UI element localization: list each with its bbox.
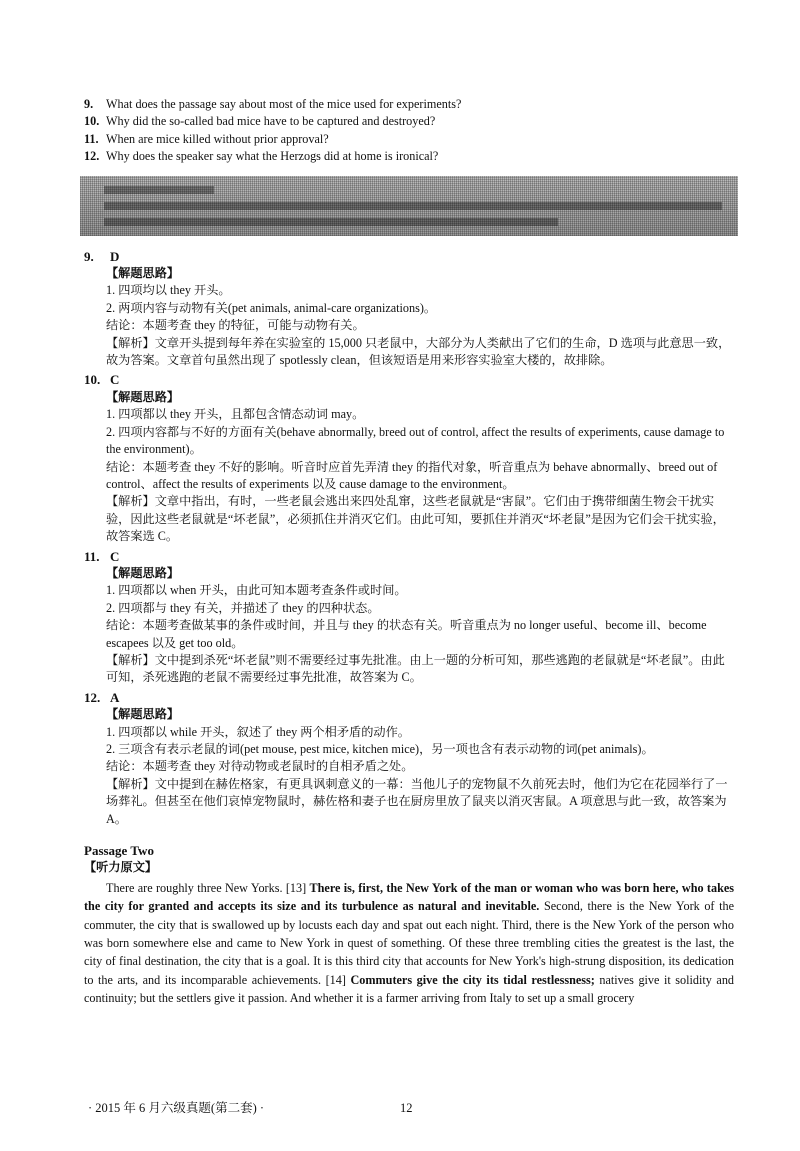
analysis-line: 2. 三项含有表示老鼠的词(pet mouse, pest mice, kitchen mice)，另一项也含有表示动物的词(pet animals)。 (106, 742, 654, 756)
page-number: 12 (400, 1101, 413, 1115)
question-number: 9. (84, 97, 94, 111)
answer-section (84, 548, 734, 687)
passage-title: Passage Two (84, 843, 154, 859)
question-text: When are mice killed without prior approval? (106, 131, 329, 146)
question-number: 12. (84, 149, 100, 164)
answer-section (84, 689, 734, 828)
question-item (84, 113, 734, 130)
question-text: What does the passage say about most of the mice used for experiments? (106, 97, 462, 111)
question-item (84, 148, 734, 165)
analysis-line: 1. 四项均以 they 开头。 (106, 283, 231, 298)
analysis-line: 1. 四项都以 when 开头，由此可知本题考查条件或时间。 (106, 583, 407, 598)
answer-letter: C (110, 548, 120, 564)
answer-section (84, 371, 734, 545)
noise-line (104, 186, 214, 194)
passage-segment: Second, there is the New York of the commuter, the city that is swallowed up by locusts each day and spat out each night. Third, there is the New York of the person who was born somewhere else and came to New York in quest of something. Of these three trembling cities the greatest is the last, the city of final destination, the city that is a goal. It is this third city that accounts for New York's high-strung disposition, its dedication to the arts, and its incomparable achievements. [14] (84, 899, 734, 987)
answer-heading (84, 548, 734, 565)
passage-segment: There are roughly three New Yorks. [13] (106, 880, 310, 895)
question-text: Why does the speaker say what the Herzogs did at home is ironical? (106, 149, 439, 164)
question-number: 11. (84, 131, 99, 146)
analysis-line: 1. 四项都以 they 开头，且都包含情态动词 may。 (106, 407, 365, 422)
answer-letter: D (110, 248, 120, 264)
explanation-paragraph: 【解析】文章开头提到每年养在实验室的 15,000 只老鼠中，大部分为人类献出了它们的生命，D 选项与此意思一致，故为答案。文章首句虽然出现了 spotlessly clean，但该短语是用来形容实验室大楼的，故排除。 (106, 335, 731, 368)
answer-letter: C (110, 372, 120, 388)
analysis-line: 2. 四项都与 they 有关，并描述了 they 的四种状态。 (106, 600, 380, 615)
conclusion-line: 结论：本题考查 they 对待动物或老鼠时的自相矛盾之处。 (106, 759, 414, 774)
illegible-scan-block (80, 176, 738, 236)
answer-section (84, 248, 734, 370)
noise-line (104, 202, 722, 210)
conclusion-line: 结论：本题考查做某事的条件或时间，并且与 they 的状态有关。听音重点为 no longer useful、become ill、become escapees 以及 get too old。 (106, 618, 707, 650)
analysis-heading: 【解题思路】 (106, 707, 180, 722)
question-item (84, 96, 734, 113)
passage-bold-segment: Commuters give the city its tidal restlessness; (350, 972, 595, 987)
passage-segment: natives give it solidity and continuity; but the settlers give it passion. And whether it is a farmer arriving from Italy to set up a small grocery (84, 972, 735, 1006)
answer-number: 12. (84, 689, 101, 705)
question-text: Why did the so-called bad mice have to be captured and destroyed? (106, 114, 436, 129)
answer-number: 11. (84, 548, 100, 564)
question-number: 10. (84, 114, 100, 129)
conclusion-line: 结论：本题考查 they 不好的影响。听音时应首先弄清 they 的指代对象，听音重点为 behave abnormally、breed out of control、affect the results of experiments 以及 cause damage to the environment。 (106, 459, 718, 491)
analysis-heading: 【解题思路】 (106, 389, 180, 404)
analysis-line: 1. 四项都以 while 开头，叙述了 they 两个相矛盾的动作。 (106, 724, 410, 739)
listening-script-heading: 【听力原文】 (84, 860, 158, 875)
answer-heading (84, 371, 734, 388)
analysis-heading: 【解题思路】 (106, 266, 180, 281)
answer-letter: A (110, 689, 120, 705)
answer-heading (84, 689, 734, 706)
analysis-line: 2. 四项内容都与不好的方面有关(behave abnormally, breed out of control, affect the results of experiments, cause damage to the environment)。 (106, 424, 725, 457)
answer-number: 9. (84, 248, 94, 264)
passage-bold-segment: There is, first, the New York of the man or woman who was born here, who takes the city for granted and accepts its size and its turbulence as natural and inevitable. (84, 880, 734, 914)
noise-line (104, 218, 558, 226)
question-list (84, 96, 734, 166)
analysis-line: 2. 两项内容与动物有关(pet animals, animal-care organizations)。 (106, 300, 437, 315)
analysis-heading: 【解题思路】 (106, 565, 180, 580)
page-content (84, 96, 734, 1008)
question-item (84, 131, 734, 148)
explanation-paragraph: 【解析】文章中指出，有时，一些老鼠会逃出来四处乱窜，这些老鼠就是“害鼠”。它们由于携带细菌生物会干扰实验，因此这些老鼠就是“坏老鼠”，必须抓住并消灭它们。由此可知，要抓住并消灭“坏老鼠”是因为它们会干扰实验，故答案选 C。 (106, 494, 725, 544)
answer-heading (84, 248, 734, 265)
conclusion-line: 结论：本题考查 they 的特征，可能与动物有关。 (106, 318, 365, 333)
explanation-paragraph: 【解析】文中提到杀死“坏老鼠”则不需要经过事先批准。由上一题的分析可知，那些逃跑的老鼠就是“坏老鼠”。由此可知，杀死逃跑的老鼠不需要经过事先批准，故答案为 C。 (106, 652, 725, 685)
explanation-paragraph: 【解析】文中提到在赫佐格家，有更具讽刺意义的一幕：当他儿子的宠物鼠不久前死去时，他们为它在花园举行了一场葬礼。但甚至在他们哀悼宠物鼠时，赫佐格和妻子也在厨房里放了鼠夹以消灭害鼠。A 项意思与此一致，故答案为 A。 (106, 776, 728, 826)
answer-number: 10. (84, 372, 101, 388)
passage-text (84, 879, 734, 1008)
footer-title: · 2015 年 6 月六级真题(第二套) · (88, 1101, 265, 1115)
